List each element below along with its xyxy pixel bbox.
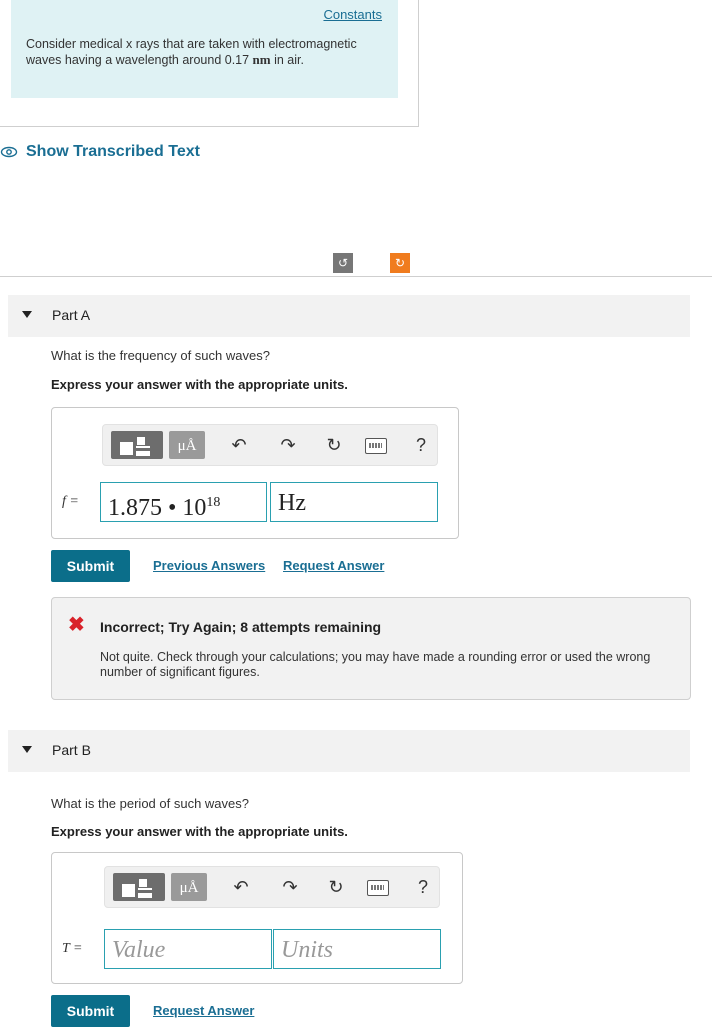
divider <box>0 276 712 277</box>
undo-icon[interactable]: ↶ <box>233 877 249 897</box>
part-a-answer-panel <box>51 407 459 539</box>
math-toolbar <box>102 424 438 466</box>
redo-icon[interactable]: ↷ <box>282 877 298 897</box>
help-button[interactable]: ? <box>415 435 426 455</box>
math-toolbar <box>104 866 440 908</box>
redo-icon[interactable]: ↷ <box>280 435 296 455</box>
reset-icon[interactable]: ↻ <box>326 435 342 455</box>
submit-button[interactable]: Submit <box>51 550 130 582</box>
collapse-triangle-icon <box>22 311 32 318</box>
templates-button[interactable] <box>111 431 163 459</box>
close-x-icon: ✖ <box>68 614 85 636</box>
units-input[interactable]: Hz <box>270 482 438 522</box>
variable-label: f = <box>62 494 79 509</box>
templates-button[interactable] <box>113 873 165 901</box>
feedback-message: Not quite. Check through your calculations; you may have made a rounding error or used the wrong number of significant figures. <box>100 650 651 679</box>
help-button[interactable]: ? <box>417 877 428 897</box>
part-a-question: What is the frequency of such waves? <box>51 348 270 363</box>
feedback-heading: Incorrect; Try Again; 8 attempts remaining <box>100 619 382 635</box>
undo-icon[interactable]: ↶ <box>231 435 247 455</box>
units-input[interactable]: Units <box>273 929 441 969</box>
part-a-header[interactable] <box>8 295 690 337</box>
part-b-title: Part B <box>52 742 91 758</box>
feedback-box <box>51 597 691 700</box>
submit-button[interactable]: Submit <box>51 995 130 1027</box>
part-b-header[interactable] <box>8 730 690 772</box>
unit-nm: nm <box>252 52 271 67</box>
units-button[interactable]: μÅ <box>171 873 207 901</box>
units-button[interactable]: μÅ <box>169 431 205 459</box>
part-b-instruction: Express your answer with the appropriate units. <box>51 824 348 839</box>
refresh-icon: ↻ <box>394 256 406 270</box>
problem-statement-box <box>11 0 398 98</box>
rotate-ccw-icon: ↺ <box>337 256 349 270</box>
part-a-instruction: Express your answer with the appropriate units. <box>51 377 348 392</box>
part-b-answer-panel <box>51 852 463 984</box>
reset-button[interactable] <box>333 253 353 273</box>
problem-text: Consider medical x rays that are taken with electromagnetic waves having a wavelength around 0.17 nm in air. <box>26 37 357 67</box>
show-transcribed-text-label: Show Transcribed Text <box>26 143 200 160</box>
constants-link[interactable]: Constants <box>323 7 382 22</box>
part-a-title: Part A <box>52 307 91 323</box>
variable-label: T = <box>62 941 83 956</box>
collapse-triangle-icon <box>22 746 32 753</box>
part-b-question: What is the period of such waves? <box>51 796 249 811</box>
eye-icon <box>0 143 18 161</box>
reset-icon[interactable]: ↻ <box>328 877 344 897</box>
value-input[interactable]: Value <box>104 929 272 969</box>
previous-answers-link[interactable]: Previous Answers <box>153 558 266 573</box>
refresh-button[interactable] <box>390 253 410 273</box>
request-answer-link[interactable]: Request Answer <box>153 1003 255 1018</box>
keyboard-icon[interactable] <box>367 880 389 896</box>
request-answer-link[interactable]: Request Answer <box>283 558 385 573</box>
problem-card <box>0 0 419 127</box>
show-transcribed-text-link[interactable] <box>0 143 200 161</box>
value-input[interactable]: 1.875 • $10^{18}$ <box>100 482 267 522</box>
keyboard-icon[interactable] <box>365 438 387 454</box>
